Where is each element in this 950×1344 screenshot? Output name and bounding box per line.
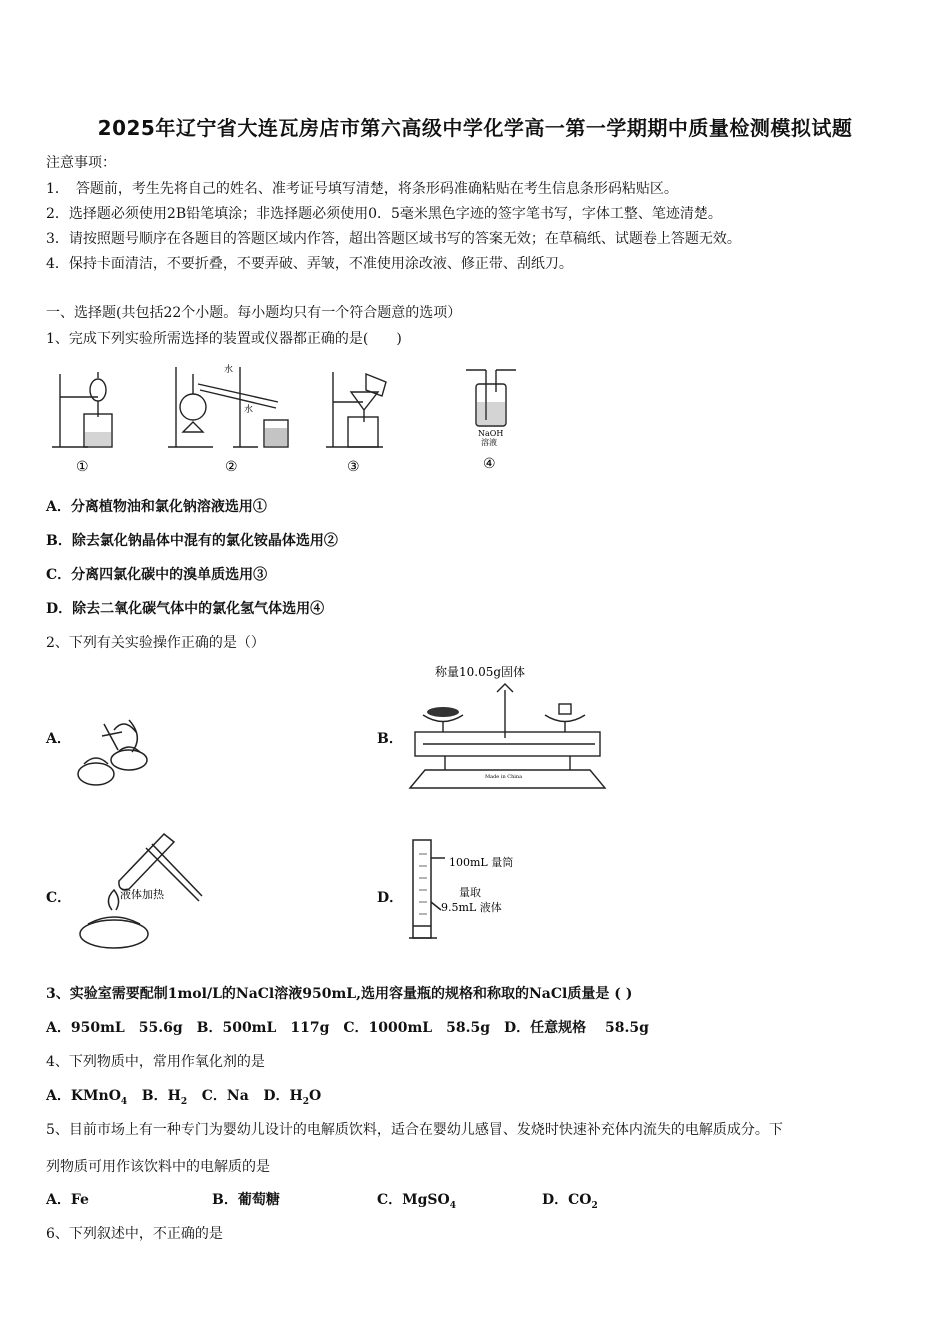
q1-option-c: C．分离四氯化碳中的溴单质选用③ (46, 567, 268, 583)
q1-fig-water-out: 水 (244, 405, 254, 415)
q1-option-a: A．分离植物油和氯化钠溶液选用① (46, 499, 267, 515)
q4-option-d-sub: 2 (302, 1096, 310, 1107)
q2-option-b-figure (405, 660, 610, 792)
q4-option-a: A．KMnO (46, 1088, 121, 1104)
q1-fig-naoh: NaOH (478, 429, 504, 438)
notice-item-3: 3．请按照题号顺序在各题目的答题区域内作答，超出答题区域书写的答案无效；在草稿纸、试题卷上答题无效。 (46, 231, 741, 247)
q2-option-d-label: D． (377, 890, 404, 906)
q1-apparatus-figure (48, 362, 518, 477)
q1-fig-label-4: ④ (483, 456, 496, 472)
q4-option-d-tail: O (309, 1088, 322, 1104)
q1-fig-label-1: ① (76, 459, 89, 475)
q5-option-d-text: D．CO (542, 1192, 592, 1208)
page-title: 2025年辽宁省大连瓦房店市第六高级中学化学高一第一学期期中质量检测模拟试题 (97, 116, 853, 140)
q4-option-b-sub: 2 (180, 1096, 188, 1107)
q5-stem-line-2: 列物质可用作该饮料中的电解质的是 (46, 1159, 270, 1175)
q2-c-caption: 液体加热 (120, 888, 164, 901)
q2-b-made-in: Made in China (485, 774, 523, 780)
notice-item-4: 4．保持卡面清洁，不要折叠，不要弄破、弄皱，不准使用涂改液、修正带、刮纸刀。 (46, 256, 573, 272)
q1-fig-label-3: ③ (347, 459, 360, 475)
q5-option-c-sub: 4 (449, 1200, 456, 1211)
q2-d-caption-1: 100mL 量筒 (449, 856, 514, 869)
q1-fig-water-in: 水 (224, 365, 234, 375)
q5-option-b: B．葡萄糖 (212, 1192, 280, 1208)
q4-option-a-sub: 4 (120, 1096, 128, 1107)
q5-stem-line-1: 5、目前市场上有一种专门为婴幼儿设计的电解质饮料，适合在婴幼儿感冒、发烧时快速补充体内流失的电解质成分。下 (46, 1122, 783, 1138)
q4-option-c: C．Na (201, 1088, 249, 1104)
q5-option-a: A．Fe (46, 1192, 89, 1208)
q2-option-a-label: A． (46, 731, 71, 747)
q2-option-d-figure (405, 834, 525, 944)
notice-item-2: 2．选择题必须使用2B铅笔填涂；非选择题必须使用0．5毫米黑色字迹的签字笔书写，字体工整、笔迹清楚。 (46, 206, 722, 222)
q2-b-caption: 称量10.05g固体 (435, 665, 526, 679)
q1-option-d: D．除去二氧化碳气体中的氯化氢气体选用④ (46, 601, 325, 617)
q5-option-d-sub: 2 (591, 1200, 598, 1211)
q5-option-c (377, 1189, 456, 1211)
q3-stem: 3、实验室需要配制1mol/L的NaCl溶液950mL,选用容量瓶的规格和称取的NaCl质量是 ( ) (46, 986, 633, 1002)
q2-d-caption-3: 9.5mL 液体 (441, 901, 502, 914)
q4-option-b: B．H (141, 1088, 181, 1104)
q2-option-a-figure (74, 712, 154, 792)
q2-option-c-label: C． (46, 890, 72, 906)
q1-option-b: B．除去氯化钠晶体中混有的氯化铵晶体选用② (46, 533, 338, 549)
q1-stem: 1、完成下列实验所需选择的装置或仪器都正确的是( ) (46, 331, 402, 347)
q2-option-c-figure (74, 826, 204, 952)
q1-fig-label-2: ② (225, 459, 238, 475)
section-heading: 一、选择题(共包括22个小题。每小题均只有一个符合题意的选项） (46, 305, 462, 321)
q4-options (46, 1085, 321, 1107)
q2-d-caption-2: 量取 (459, 886, 481, 899)
q5-option-c-text: C．MgSO (377, 1192, 450, 1208)
q2-stem: 2、下列有关实验操作正确的是（） (46, 635, 265, 651)
q4-option-d: D．H (263, 1088, 303, 1104)
q2-option-b-label: B． (377, 731, 403, 747)
q3-options: A．950mL 55.6g B．500mL 117g C．1000mL 58.5g D．任意规格 58.5g (46, 1020, 649, 1036)
q6-stem: 6、下列叙述中，不正确的是 (46, 1226, 223, 1242)
q5-option-d (542, 1189, 598, 1211)
notice-heading: 注意事项： (46, 155, 116, 171)
q4-stem: 4、下列物质中，常用作氧化剂的是 (46, 1054, 265, 1070)
notice-item-1: 1． 答题前，考生先将自己的姓名、准考证号填写清楚，将条形码准确粘贴在考生信息条形码粘贴区。 (46, 181, 678, 197)
q1-fig-solution: 溶液 (481, 438, 497, 447)
